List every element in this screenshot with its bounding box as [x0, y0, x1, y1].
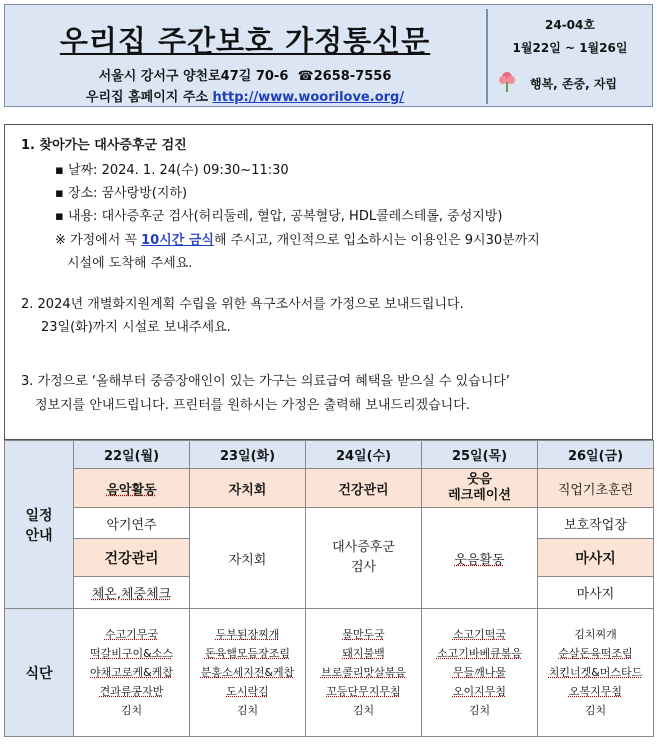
- page-title: 우리집 주간보호 가정통신문: [59, 24, 431, 58]
- meal-item: 도시락김: [226, 685, 269, 698]
- notice-3-line-1: 3. 가정으로 ‘올해부터 중증장애인이 있는 가구는 의료급여 혜택을 받으실 수 있습니다’: [21, 374, 510, 389]
- note-text: ※ 가정에서 꼭: [55, 233, 142, 248]
- activity-cell: 웃음 레크레이션: [422, 469, 538, 508]
- notice-1-title: 1. 찾아가는 대사증후군 검진: [21, 138, 187, 153]
- thu-item: 웃음활동: [422, 508, 538, 609]
- day-header: 25일(목): [422, 441, 538, 469]
- meal-item: 무들깨나물: [452, 666, 507, 679]
- motto: 행복, 존중, 자립: [530, 77, 618, 91]
- notice-1-date: ▪ 날짜: 2024. 1. 24(수) 09:30~11:30: [55, 163, 289, 178]
- meal-item: 김치: [584, 704, 607, 717]
- meal-item: 분홍소세지전&케찹: [200, 666, 295, 679]
- schedule-label: 일정 안내: [5, 441, 74, 609]
- homepage-line: [5, 86, 485, 105]
- meal-item: 브로콜리맛살볶음: [320, 666, 406, 679]
- meal-item: 소고기바베큐볶음: [436, 647, 522, 660]
- meal-item: 물만두국: [342, 628, 385, 641]
- tue-item: 자치회: [190, 508, 306, 609]
- meal-item: 돼지불백: [342, 647, 385, 660]
- phone: ☎2658-7556: [297, 69, 392, 84]
- meal-tue: [190, 609, 306, 737]
- fri-item-highlight: 마사지: [538, 539, 654, 577]
- meal-item: 순살돈육떡조림: [558, 647, 633, 660]
- notice-box: [4, 124, 653, 440]
- notice-2-line-2: 23일(화)까지 시설로 보내주세요.: [41, 320, 231, 335]
- notice-1-place: ▪ 장소: 꿈사랑방(지하): [55, 186, 188, 201]
- activity-cell: 자치회: [190, 469, 306, 508]
- meal-wed: [306, 609, 422, 737]
- note-text-2: 해 주시고, 개인적으로 입소하시는 이용인은 9시30분까지: [213, 233, 540, 248]
- meal-item: 김치: [468, 704, 491, 717]
- meal-item: 견과류콩자반: [99, 685, 164, 698]
- day-header: 23일(화): [190, 441, 306, 469]
- notice-1-note-cont: 시설에 도착해 주세요.: [67, 256, 193, 271]
- meal-item: 떡갈비구이&소스: [90, 647, 173, 660]
- activity-cell: 음악활동: [74, 469, 190, 508]
- week-dates: 1월22일 ~ 1월26일: [512, 41, 628, 55]
- day-header: 24일(수): [306, 441, 422, 469]
- notice-1-note: [55, 232, 540, 250]
- homepage-label: 우리집 홈페이지 주소: [85, 90, 208, 105]
- meal-item: 오이지무침: [452, 685, 507, 698]
- schedule-table: [4, 440, 654, 737]
- address: 서울시 강서구 양천로47길 70-6: [98, 69, 289, 84]
- issue-number: 24-04호: [545, 18, 595, 32]
- meal-item: 김치: [236, 704, 259, 717]
- meal-item: 돈육햄모듬장조림: [204, 647, 290, 660]
- header-divider: [486, 9, 488, 104]
- fasting-highlight: 10시간 금식: [141, 233, 214, 248]
- address-line: [5, 65, 485, 84]
- meal-item: 야채고로케&케찹: [90, 666, 173, 679]
- meal-mon: [74, 609, 190, 737]
- mon-item: 악기연주: [74, 508, 190, 539]
- meal-item: 오복지무침: [568, 685, 623, 698]
- mon-item: 체온,체중체크: [74, 577, 190, 609]
- meal-item: 김치: [352, 704, 375, 717]
- activity-cell: 건강관리: [306, 469, 422, 508]
- homepage-link[interactable]: http://www.woorilove.org/: [212, 90, 405, 105]
- meal-item: 치킨너겟&머스타드: [548, 666, 643, 679]
- meal-item: 꼬등단무지무침: [326, 685, 401, 698]
- meal-item: 수고기무국: [104, 628, 159, 641]
- notice-1-content: ▪ 내용: 대사증후군 검사(허리둘레, 혈압, 공복혈당, HDL콜레스테롤, 중성지방): [55, 209, 503, 224]
- notice-3-line-2: 정보지를 안내드립니다. 프린터를 원하시는 가정은 출력해 보내드리겠습니다.: [35, 398, 470, 413]
- activity-cell: 직업기초훈련: [538, 469, 654, 508]
- fri-item: 보호작업장: [538, 508, 654, 539]
- meal-item: 김치: [120, 704, 143, 717]
- meal-item: 김치찌개: [574, 628, 617, 641]
- fri-item: 마사지: [538, 577, 654, 609]
- meal-label: 식단: [5, 609, 74, 737]
- meal-fri: [538, 609, 654, 737]
- meal-item: 소고기떡국: [452, 628, 507, 641]
- flower-icon: [495, 69, 519, 93]
- notice-2-line-1: 2. 2024년 개별화지원계획 수립을 위한 욕구조사서를 가정으로 보내드립니다.: [21, 297, 464, 312]
- meal-item: 두부된장찌개: [215, 628, 280, 641]
- newsletter-header: [4, 4, 653, 107]
- day-header: 26일(금): [538, 441, 654, 469]
- wed-item: 대사증후군 검사: [306, 508, 422, 609]
- mon-item-highlight: 건강관리: [74, 539, 190, 577]
- day-header: 22일(월): [74, 441, 190, 469]
- meal-thu: [422, 609, 538, 737]
